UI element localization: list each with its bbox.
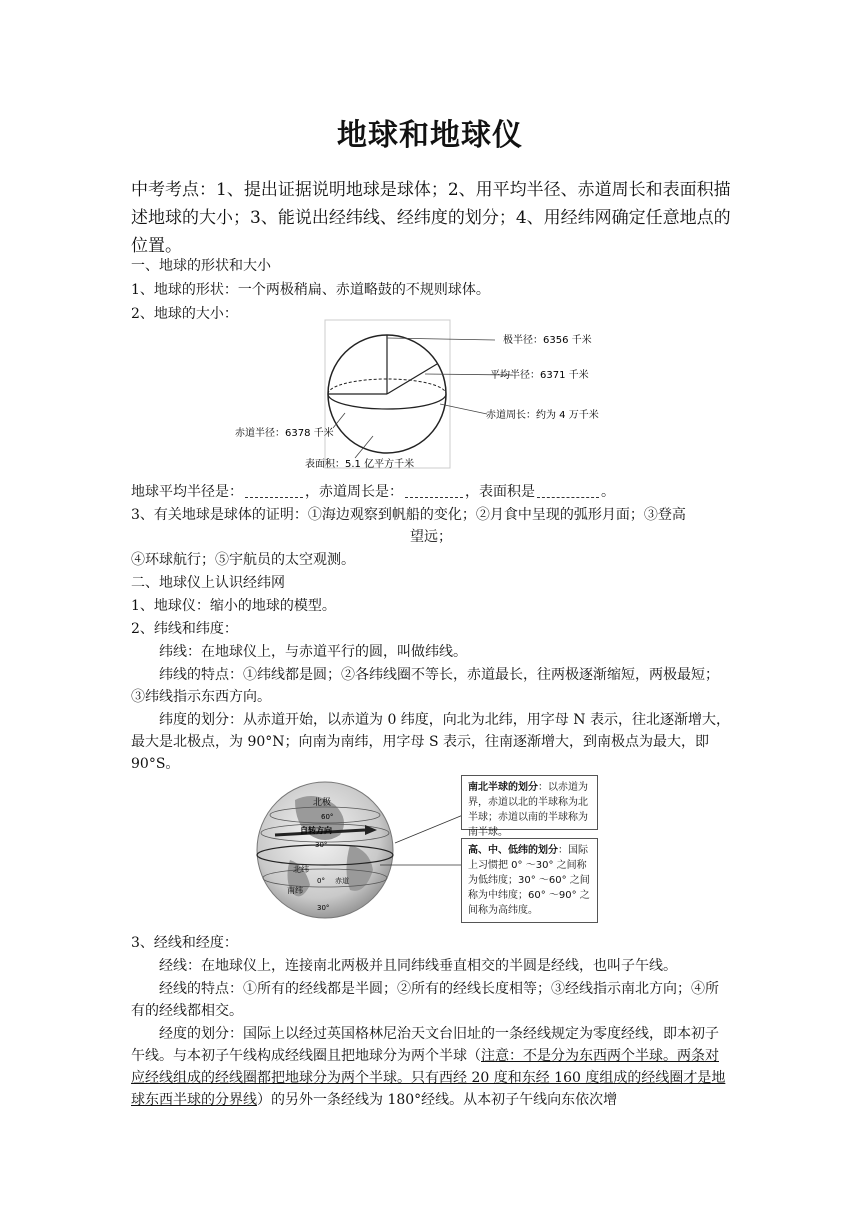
blank-mean-radius[interactable]	[245, 483, 303, 498]
lat-30n-label: 30°	[315, 841, 328, 849]
latitude-zone-callout	[461, 838, 598, 923]
fill-part-3: ，表面积是	[465, 484, 535, 500]
callout-leader-1	[395, 815, 463, 843]
equator-radius-label: 赤道半径：6378 千米	[235, 428, 334, 439]
page-title: 地球和地球仪	[337, 118, 523, 153]
polar-radius-label: 极半径：6356 千米	[503, 335, 592, 346]
fill-part-2: ，赤道周长是：	[305, 484, 403, 500]
area-leader	[355, 436, 373, 458]
equator-front	[328, 394, 446, 409]
latitude-division: 纬度的划分：从赤道开始，以赤道为 0 纬度，向北为北纬，用字母 N 表示，往北逐渐增大，最大是北极点，为 90°N；向南为南纬，用字母 S 表示，往南逐渐增大，到南极点为最大，即 90°S。	[131, 712, 730, 772]
surface-area-label: 表面积：5.1 亿平方千米	[305, 459, 415, 470]
north-pole-label: 北极	[313, 798, 332, 808]
section-1-heading: 一、地球的形状和大小	[131, 258, 271, 274]
rotation-label: 自转方向	[300, 826, 332, 835]
latitude-zone-callout-text: ：国际上习惯把 0° ～30° 之间称为低纬度；30° ～60° 之间称为中纬度；60° ～90° 之间称为高纬度。	[468, 845, 590, 916]
exam-points: 中考考点：1、提出证据说明地球是球体；2、用平均半径、赤道周长和表面积描述地球的大小；3、能说出经纬线、经纬度的划分；4、用经纬网确定任意地点的位置。	[131, 180, 731, 256]
longitude-division-note: 注意：不是分为东西两个半球。两条对应经线组成的经线圈都把地球分为两个半球。只有西经 20 度和东经 160 度组成的经线圈才是地球东西半球的分界线	[131, 1048, 726, 1108]
longitude-heading: 3、经线和经度：	[131, 935, 238, 951]
lat-30s-label: 30°	[317, 904, 330, 912]
earth-size-text: 2、地球的大小：	[131, 306, 238, 322]
longitude-division-text-b: ）的另外一条经线为 180°经线。从本初子午线向东依次增	[257, 1092, 618, 1108]
equator-label: 赤道	[335, 877, 349, 885]
fill-part-1: 地球平均半径是：	[131, 484, 243, 500]
hemisphere-callout	[461, 775, 598, 838]
blank-surface-area[interactable]	[537, 483, 599, 498]
proof-line-2: 望远；	[410, 529, 452, 545]
lat-0-label: 0°	[317, 877, 325, 885]
hemisphere-callout-title: 南北半球的划分	[468, 782, 538, 793]
equator-leader	[440, 404, 487, 414]
latitude-globe-figure	[255, 775, 470, 925]
equator-length-label: 赤道周长：约为 4 万千米	[486, 410, 599, 421]
fill-part-4: 。	[601, 484, 615, 500]
latitude-heading: 2、纬线和纬度：	[131, 621, 238, 637]
polar-leader	[387, 338, 495, 340]
south-lat-label: 南纬	[287, 886, 303, 895]
section-2-heading: 二、地球仪上认识经纬网	[131, 575, 285, 591]
earth-shape-text: 1、地球的形状：一个两极稍扁、赤道略鼓的不规则球体。	[131, 282, 490, 298]
longitude-division	[131, 1023, 731, 1111]
blank-equator-length[interactable]	[405, 483, 463, 498]
earth-size-figure	[225, 318, 615, 473]
latitude-definition: 纬线：在地球仪上，与赤道平行的圆，叫做纬线。	[159, 644, 467, 660]
latitude-features: 纬线的特点：①纬线都是圆；②各纬线圈不等长，赤道最长，往两极逐渐缩短，两极最短；③纬线指示东西方向。	[131, 667, 719, 705]
fill-in-line	[131, 481, 731, 503]
proof-line-3: ④环球航行；⑤宇航员的太空观测。	[131, 552, 355, 568]
longitude-features: 经线的特点：①所有的经线都是半圆；②所有的经线长度相等；③经线指示南北方向；④所有的经线都相交。	[131, 981, 719, 1019]
latitude-zone-callout-title: 高、中、低纬的划分	[468, 845, 558, 856]
lat-60-label: 60°	[321, 813, 334, 821]
globe-definition: 1、地球仪：缩小的地球的模型。	[131, 598, 336, 614]
longitude-division-text-a: 经度的划分：国际上以经过英国格林尼治天文台旧址的一条经线规定为零度经线，即本初子午线。与本初子午线构成经线圈且把地球分为两个半球（	[131, 1026, 719, 1064]
longitude-definition: 经线：在地球仪上，连接南北两极并且同纬线垂直相交的半圆是经线，也叫子午线。	[159, 958, 677, 974]
proof-line-1: 3、有关地球是球体的证明：①海边观察到帆船的变化；②月食中呈现的弧形月面；③登高	[131, 507, 686, 523]
north-lat-label: 北纬	[293, 865, 309, 874]
hemisphere-callout-text: ：以赤道为界，赤道以北的半球称为北半球；赤道以南的半球称为南半球。	[468, 782, 588, 838]
mean-radius-label: 平均半径：6371 千米	[490, 370, 589, 381]
